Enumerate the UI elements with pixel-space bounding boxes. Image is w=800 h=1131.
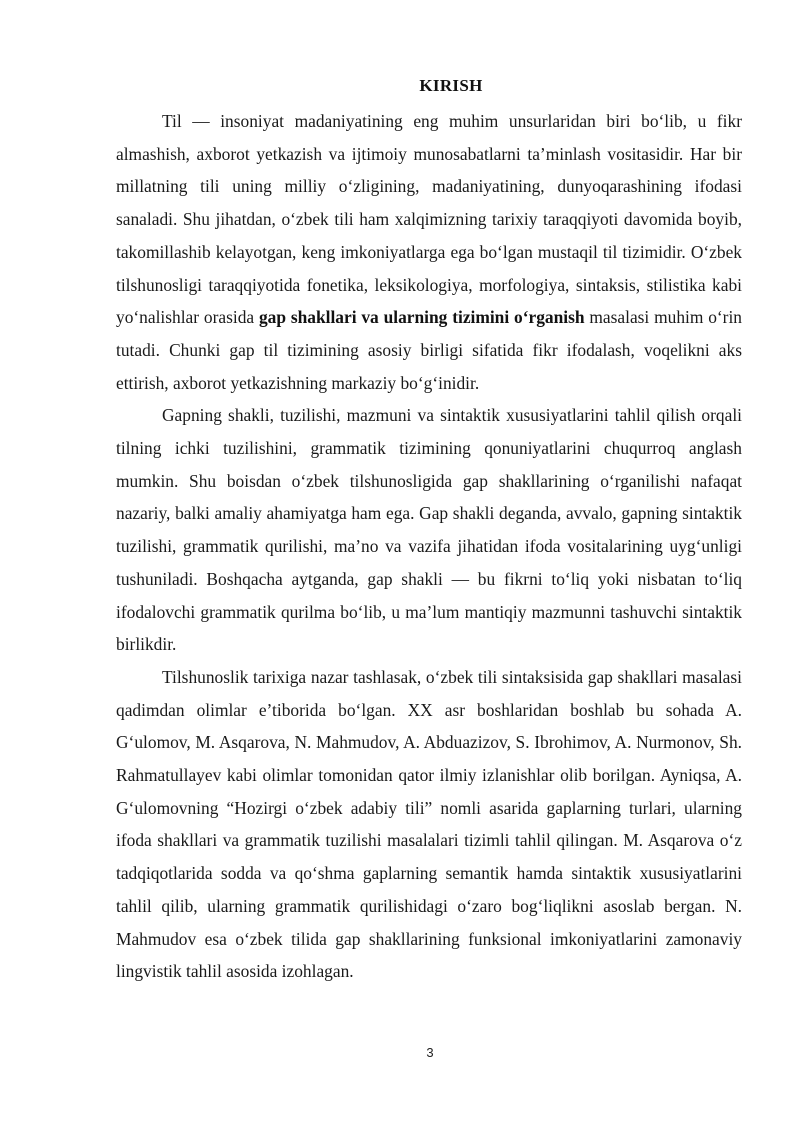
paragraph-3: Tilshunoslik tarixiga nazar tashlasak, o‘zbek tili sintaksisida gap shakllari masalasi qadimdan olimlar e’tiborida bo‘lgan. XX asr boshlaridan boshlab bu sohada A. G‘ulomov, M. Asqarova, N. Mahmudov, A. Abduazizov, S. Ibrohimov, A. Nurmonov, Sh. Rahmatullayev kabi olimlar tomonidan qator ilmiy izlanishlar olib borilgan. Ayniqsa, A. G‘ulomovning “Hozirgi o‘zbek adabiy tili” nomli asarida gaplarning turlari, ularning ifoda shakllari va grammatik tuzilishi masalalari tizimli tahlil qilingan. M. Asqarova o‘z tadqiqotlarida sodda va qo‘shma gaplarning semantik hamda sintaktik xususiyatlarini tahlil qilib, ularning grammatik qurilishidagi o‘zaro bog‘liqlikni asoslab bergan. N. Mahmudov esa o‘zbek tilida gap shakllarining funksional imkoniyatlarini zamonaviy lingvistik tahlil asosida izohlagan. <box>116 666 742 982</box>
paragraph-1 <box>116 105 742 399</box>
document-body <box>116 105 742 988</box>
paragraph-1-bold-phrase: gap shakllari va ularning tizimini o‘rganish <box>258 307 585 328</box>
page-number: 3 <box>426 1045 434 1060</box>
section-title: KIRISH <box>419 76 483 95</box>
paragraph-1-text-end: masalasi muhim o‘rin tutadi. Chunki gap til tizimining asosiy birligi sifatida fikr ifodalash, voqelikni aks ettirish, axborot yetkazishning markaziy bo‘g‘inidir. <box>116 307 742 393</box>
paragraph-2: Gapning shakli, tuzilishi, mazmuni va sintaktik xususiyatlarini tahlil qilish orqali tilning ichki tuzilishini, grammatik tizimining qonuniyatlarini chuqurroq anglash mumkin. Shu boisdan o‘zbek tilshunosligida gap shakllarining o‘rganilishi nafaqat nazariy, balki amaliy ahamiyatga ham ega. Gap shakli deganda, avvalo, gapning sintaktik tuzilishi, grammatik qurilishi, ma’no va vazifa jihatidan ifoda vositalarining uyg‘unligi tushuniladi. Boshqacha aytganda, gap shakli — bu fikrni to‘liq yoki nisbatan to‘liq ifodalovchi grammatik qurilma bo‘lib, u ma’lum mantiqiy mazmunni tashuvchi sintaktik birlikdir. <box>116 405 742 655</box>
paragraph-1-text-start: Til — insoniyat madaniyatining eng muhim unsurlaridan biri bo‘lib, u fikr almashish, axborot yetkazish va ijtimoiy munosabatlarni ta’minlash vositasidir. Har bir millatning tili uning milliy o‘zligining, madaniyatining, dunyoqarashining ifodasi sanaladi. Shu jihatdan, o‘zbek tili ham xalqimizning tarixiy taraqqiyoti davomida boyib, takomillashib kelayotgan, keng imkoniyatlarga ega bo‘lgan mustaqil til tizimidir. O‘zbek tilshunosligi taraqqiyotida fonetika, leksikologiya, morfologiya, sintaksis, stilistika kabi yo‘nalishlar orasida <box>116 111 742 328</box>
